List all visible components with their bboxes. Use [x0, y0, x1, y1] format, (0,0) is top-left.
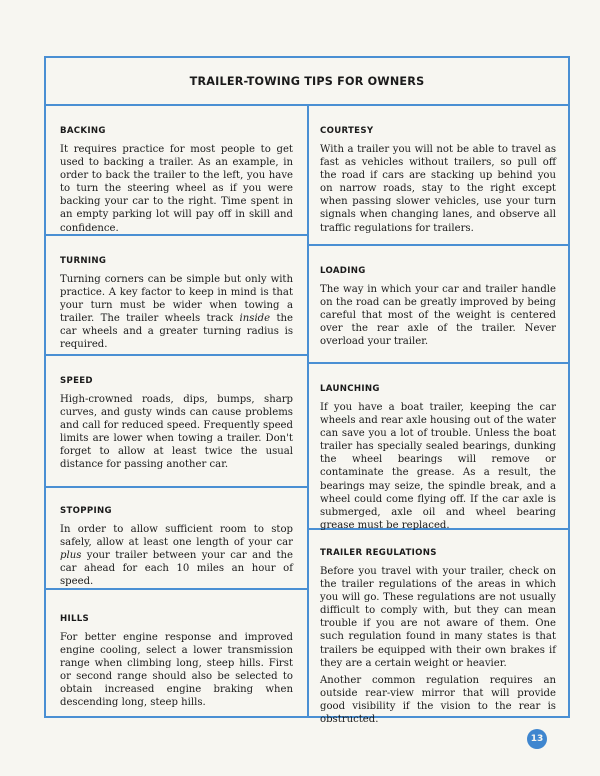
section-heading: LAUNCHING	[320, 384, 380, 394]
section-text: Another common regulation requires an outside rear-view mirror that will provide good visibility if the vision to the rear is obstructed.	[320, 674, 556, 726]
section-text: With a trailer you will not be able to travel as fast as vehicles without trailers, so pull off the road if cars are stacking up behind you on narrow roads, stay to the right except when passing slower vehicles, use your turn signals when changing lanes, and observe all traffic regulations for trailers.	[320, 144, 556, 234]
section-text: If you have a boat trailer, keeping the car wheels and rear axle housing out of the water can save you a lot of trouble. Unless the boat trailer has specially sealed bearings, dunking the wheel bearings will remove or contaminate the grease. As a result, the bearings may seize, the spindle break, and a wheel could come flying off. If the car axle is submerged, axle oil and wheel bearing grease must be replaced.	[320, 402, 556, 531]
separator	[46, 486, 307, 488]
section-text: High-crowned roads, dips, bumps, sharp curves, and gusty winds can cause problems and call for reduced speed. Frequently speed limits are lower when towing a trailer. Don't forget to allow at least twice the usual distance for passing another car.	[60, 394, 293, 471]
section-heading: BACKING	[60, 126, 106, 136]
section-text: Before you travel with your trailer, check on the trailer regulations of the areas in which you will go. These regulations are not usually difficult to comply with, but they can mean trouble if you are not aware of them. One such regulation found in many states is that trailers be equipped with their own brakes if they are a certain weight or heavier.	[320, 566, 556, 669]
section-text: In order to allow sufficient room to stop safely, allow at least one length of your car plus your trailer between your car and the car ahead for each 10 miles an hour of speed.	[60, 524, 293, 588]
section-text: Turning corners can be simple but only with practice. A key factor to keep in mind is that your turn must be wider when towing a trailer. The trailer wheels track inside the car wheels and a greater turning radius is required.	[60, 274, 293, 351]
section-speed	[60, 376, 293, 472]
section-hills	[60, 614, 293, 710]
section-launching	[320, 384, 556, 532]
section-heading: TRAILER REGULATIONS	[320, 548, 437, 558]
section-heading: TURNING	[60, 256, 107, 266]
section-text: The way in which your car and trailer handle on the road can be greatly improved by being careful that most of the weight is centered over the rear axle of the trailer. Never overload your trailer.	[320, 284, 556, 348]
section-heading: COURTESY	[320, 126, 374, 136]
section-backing	[60, 126, 293, 235]
tips-frame	[44, 56, 570, 726]
separator	[46, 354, 307, 356]
section-trailer-regulations	[320, 548, 556, 726]
section-loading	[320, 266, 556, 348]
section-stopping	[60, 506, 293, 588]
section-heading: STOPPING	[60, 506, 112, 516]
column-divider	[307, 106, 309, 716]
section-heading: HILLS	[60, 614, 90, 624]
section-heading: LOADING	[320, 266, 366, 276]
title-row	[46, 58, 568, 106]
separator	[309, 362, 568, 364]
separator	[309, 244, 568, 246]
section-turning	[60, 256, 293, 352]
page-number-badge: 13	[527, 729, 547, 749]
section-courtesy	[320, 126, 556, 235]
section-text: It requires practice for most people to get used to backing a trailer. As an example, in order to back the trailer to the left, you have to turn the steering wheel as if you were backing your car to the right. Time spent in an empty parking lot will pay off in skill and confidence.	[60, 144, 293, 234]
page-title: TRAILER-TOWING TIPS FOR OWNERS	[189, 74, 425, 88]
section-text: For better engine response and improved engine cooling, select a lower transmission range when climbing long, steep hills. First or second range should also be selected to obtain increased engine braking when descending long, steep hills.	[60, 632, 293, 709]
section-heading: SPEED	[60, 376, 93, 386]
